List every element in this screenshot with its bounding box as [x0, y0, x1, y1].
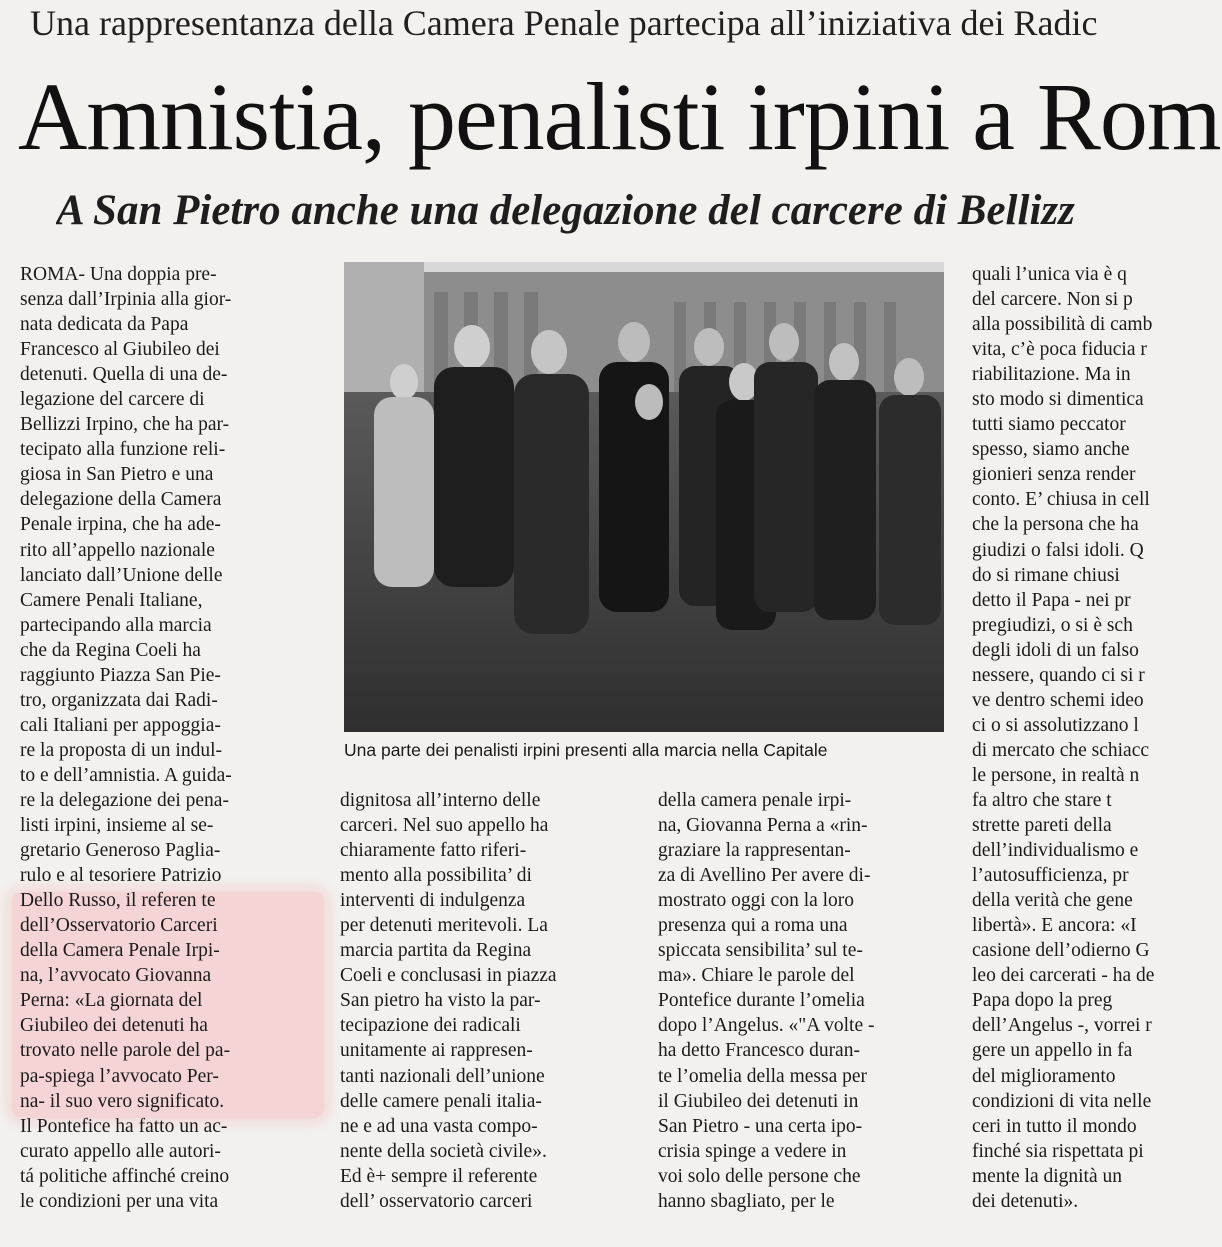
article-column-4: quali l’unica via è q del carcere. Non si p alla possibilità di camb vita, c’è poca fiducia r riabilitazione. Ma in sto modo si dimentica tutti siamo peccator spesso, siamo anche gionieri senza render conto. E’ chiusa in cell che la persona che ha giudizi o falsi idoli. Q do si rimane chiusi detto il Papa - nei pr pregiudizi, o si è sch degli idoli di un falso nessere, quando ci si r ve dentro schemi ideo ci o si assolutizzano l di mercato che schiacc le persone, in realtà n fa altro che stare t strette pareti della dell’individualismo e l’autosufficienza, pr della verità che gene libertà». E ancora: «I casione dell’odierno G leo dei carcerati - ha de Papa dopo la preg dell’Angelus -, vorrei r gere un appello in fa del miglioramento condizioni di vita nelle ceri in tutto il mondo finché sia rispettata pi mente la dignità un dei detenuti». — [972, 264, 1155, 1212]
article-headline: Amnistia, penalisti irpini a Rom — [18, 63, 1221, 170]
article-kicker: Una rappresentanza della Camera Penale partecipa all’iniziativa dei Radic — [30, 3, 1098, 43]
group-photo — [344, 262, 944, 732]
article-column-2: dignitosa all’interno delle carceri. Nel suo appello ha chiaramente fatto riferi- mento alla possibilita’ di interventi di indulgenza per detenuti meritevoli. La marcia partita da Regina Coeli e conclusasi in piazza San pietro ha visto la par- tecipazione dei radicali unitamente ai rappresen- tanti nazionali dell’unione delle camere penali italia- ne e ad una vasta compo- nente della società civile». Ed è+ sempre il referente dell’ osservatorio carceri — [340, 790, 557, 1212]
article-column-1: ROMA- Una doppia pre- senza dall’Irpinia alla gior- nata dedicata da Papa Francesco al Giubileo dei detenuti. Quella di una de- legazione del carcere di Bellizzi Irpino, che ha par- tecipato alla funzione reli- giosa in San Pietro e una delegazione della Camera Penale irpina, che ha ade- rito all’appello nazionale lanciato dall’Unione delle Camere Penali Italiane, partecipando alla marcia che da Regina Coeli ha raggiunto Piazza San Pie- tro, organizzata dai Radi- cali Italiani per appoggia- re la proposta di un indul- to e dell’amnistia. A guida- re la delegazione dei pena- listi irpini, insieme al se- gretario Generoso Paglia- rulo e al tesoriere Patrizio Dello Russo, il referen te dell’Osservatorio Carceri della Camera Penale Irpi- na, l’avvocato Giovanna Perna: «La giornata del Giubileo dei detenuti ha trovato nelle parole del pa- pa-spiega l’avvocato Per- na- il suo vero significato. Il Pontefice ha fatto un ac- curato appello alle autori- tá politiche affinché creino le condizioni per una vita — [20, 264, 232, 1212]
group-photo-illustration — [344, 262, 944, 732]
article-column-3: della camera penale irpi- na, Giovanna Perna a «rin- graziare la rappresentan- za di Avellino Per avere di- mostrato oggi con la loro presenza qui a roma una spiccata sensibilita’ sul te- ma». Chiare le parole del Pontefice durante l’omelia dopo l’Angelus. «"A volte - ha detto Francesco duran- te l’omelia della messa per il Giubileo dei detenuti in San Pietro - una certa ipo- crisia spinge a vedere in voi solo delle persone che hanno sbagliato, per le — [658, 790, 875, 1212]
article-subheadline: A San Pietro anche una delegazione del carcere di Bellizz — [56, 187, 1075, 234]
photo-caption: Una parte dei penalisti irpini presenti alla marcia nella Capitale — [344, 740, 828, 760]
